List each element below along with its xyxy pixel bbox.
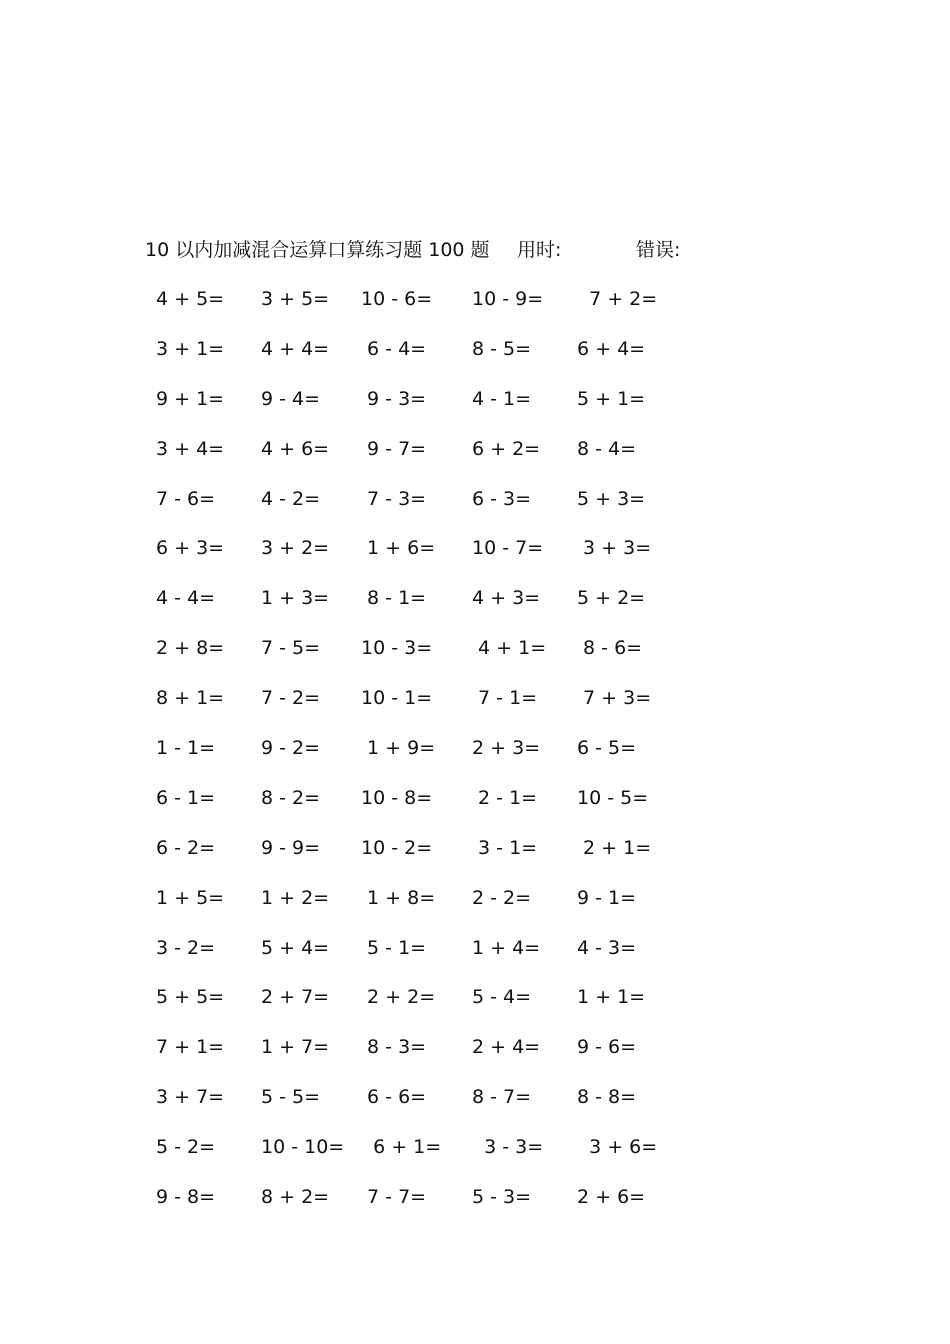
arithmetic-problem: 9 - 1= — [577, 886, 637, 909]
arithmetic-problem: 5 - 5= — [261, 1086, 321, 1109]
arithmetic-problem: 9 - 7= — [361, 437, 427, 460]
arithmetic-problem: 8 - 6= — [577, 637, 643, 660]
arithmetic-problem: 5 + 2= — [577, 587, 646, 610]
arithmetic-problem: 2 + 2= — [361, 986, 436, 1009]
arithmetic-problem: 6 - 5= — [577, 737, 637, 760]
arithmetic-problem: 1 + 5= — [156, 886, 225, 909]
arithmetic-problem: 1 + 2= — [261, 886, 330, 909]
error-count-label: 错误: — [636, 239, 681, 261]
problem-row — [0, 933, 950, 983]
problem-row — [0, 833, 950, 883]
arithmetic-problem: 3 + 3= — [577, 537, 652, 560]
arithmetic-problem: 3 - 1= — [472, 836, 538, 859]
arithmetic-problem: 10 - 2= — [361, 836, 433, 859]
arithmetic-problem: 3 + 6= — [577, 1136, 658, 1159]
arithmetic-problem: 2 + 7= — [261, 986, 330, 1009]
arithmetic-problem: 1 + 6= — [361, 537, 436, 560]
arithmetic-problem: 6 + 1= — [361, 1136, 442, 1159]
arithmetic-problem: 7 - 6= — [156, 487, 216, 510]
arithmetic-problem: 9 - 8= — [156, 1186, 216, 1209]
arithmetic-problem: 1 + 4= — [472, 936, 541, 959]
arithmetic-problem: 6 - 6= — [361, 1086, 427, 1109]
arithmetic-problem: 1 + 9= — [361, 737, 436, 760]
arithmetic-problem: 3 + 4= — [156, 437, 225, 460]
problem-row — [0, 533, 950, 583]
arithmetic-problem: 8 - 1= — [361, 587, 427, 610]
arithmetic-problem: 2 + 4= — [472, 1036, 541, 1059]
arithmetic-problem: 3 + 5= — [261, 288, 330, 310]
arithmetic-problem: 2 + 8= — [156, 637, 225, 660]
arithmetic-problem: 4 - 2= — [261, 487, 321, 510]
arithmetic-problem: 7 - 1= — [472, 687, 538, 710]
arithmetic-problem: 10 - 3= — [361, 637, 433, 660]
arithmetic-problem: 7 - 3= — [361, 487, 427, 510]
arithmetic-problem: 4 + 1= — [472, 637, 547, 660]
arithmetic-problem: 2 + 3= — [472, 737, 541, 760]
arithmetic-problem: 6 - 2= — [156, 836, 216, 859]
problem-grid — [0, 284, 950, 1232]
arithmetic-problem: 1 + 1= — [577, 986, 646, 1009]
arithmetic-problem: 3 - 2= — [156, 936, 216, 959]
arithmetic-problem: 10 - 6= — [361, 288, 433, 310]
arithmetic-problem: 9 - 9= — [261, 836, 321, 859]
arithmetic-problem: 1 - 1= — [156, 737, 216, 760]
problem-row — [0, 1132, 950, 1182]
arithmetic-problem: 7 + 2= — [577, 288, 658, 310]
problem-row — [0, 583, 950, 633]
arithmetic-problem: 5 - 2= — [156, 1136, 216, 1159]
arithmetic-problem: 4 - 1= — [472, 387, 532, 410]
problem-row — [0, 434, 950, 484]
arithmetic-problem: 9 - 4= — [261, 387, 321, 410]
arithmetic-problem: 7 - 5= — [261, 637, 321, 660]
arithmetic-problem: 5 + 3= — [577, 487, 646, 510]
arithmetic-problem: 3 + 2= — [261, 537, 330, 560]
arithmetic-problem: 8 - 8= — [577, 1086, 637, 1109]
arithmetic-problem: 4 + 3= — [472, 587, 541, 610]
problem-row — [0, 633, 950, 683]
arithmetic-problem: 5 - 3= — [472, 1186, 532, 1209]
arithmetic-problem: 9 - 6= — [577, 1036, 637, 1059]
arithmetic-problem: 2 - 2= — [472, 886, 532, 909]
arithmetic-problem: 3 + 1= — [156, 337, 225, 360]
arithmetic-problem: 5 - 4= — [472, 986, 532, 1009]
arithmetic-problem: 8 + 1= — [156, 687, 225, 710]
arithmetic-problem: 4 + 4= — [261, 337, 330, 360]
arithmetic-problem: 2 + 1= — [577, 836, 652, 859]
arithmetic-problem: 6 - 1= — [156, 786, 216, 809]
problem-row — [0, 284, 950, 334]
arithmetic-problem: 9 - 3= — [361, 387, 427, 410]
arithmetic-problem: 6 + 4= — [577, 337, 646, 360]
arithmetic-problem: 7 + 1= — [156, 1036, 225, 1059]
problem-row — [0, 484, 950, 534]
arithmetic-problem: 9 + 1= — [156, 387, 225, 410]
time-used-label: 用时: — [517, 239, 562, 261]
arithmetic-problem: 8 - 3= — [361, 1036, 427, 1059]
arithmetic-problem: 10 - 1= — [361, 687, 433, 710]
arithmetic-problem: 4 - 4= — [156, 587, 216, 610]
arithmetic-problem: 8 - 4= — [577, 437, 637, 460]
worksheet-title: 10 以内加减混合运算口算练习题 100 题 — [145, 239, 490, 261]
arithmetic-problem: 2 - 1= — [472, 786, 538, 809]
arithmetic-problem: 5 + 1= — [577, 387, 646, 410]
problem-row — [0, 334, 950, 384]
arithmetic-problem: 6 + 2= — [472, 437, 541, 460]
worksheet-header — [145, 236, 765, 264]
arithmetic-problem: 5 + 4= — [261, 936, 330, 959]
arithmetic-problem: 7 + 3= — [577, 687, 652, 710]
arithmetic-problem: 1 + 7= — [261, 1036, 330, 1059]
arithmetic-problem: 2 + 6= — [577, 1186, 646, 1209]
arithmetic-problem: 9 - 2= — [261, 737, 321, 760]
arithmetic-problem: 3 + 7= — [156, 1086, 225, 1109]
arithmetic-problem: 7 - 7= — [361, 1186, 427, 1209]
arithmetic-problem: 4 - 3= — [577, 936, 637, 959]
arithmetic-problem: 8 + 2= — [261, 1186, 330, 1209]
arithmetic-problem: 6 - 4= — [361, 337, 427, 360]
problem-row — [0, 1032, 950, 1082]
arithmetic-problem: 6 - 3= — [472, 487, 532, 510]
arithmetic-problem: 5 + 5= — [156, 986, 225, 1009]
problem-row — [0, 883, 950, 933]
arithmetic-problem: 10 - 9= — [472, 288, 544, 310]
arithmetic-problem: 6 + 3= — [156, 537, 225, 560]
arithmetic-problem: 4 + 5= — [156, 288, 225, 310]
arithmetic-problem: 7 - 2= — [261, 687, 321, 710]
arithmetic-problem: 1 + 8= — [361, 886, 436, 909]
arithmetic-problem: 1 + 3= — [261, 587, 330, 610]
arithmetic-problem: 8 - 2= — [261, 786, 321, 809]
arithmetic-problem: 10 - 8= — [361, 786, 433, 809]
problem-row — [0, 982, 950, 1032]
arithmetic-problem: 4 + 6= — [261, 437, 330, 460]
arithmetic-problem: 5 - 1= — [361, 936, 427, 959]
problem-row — [0, 783, 950, 833]
arithmetic-problem: 8 - 5= — [472, 337, 532, 360]
problem-row — [0, 733, 950, 783]
problem-row — [0, 683, 950, 733]
arithmetic-problem: 8 - 7= — [472, 1086, 532, 1109]
arithmetic-problem: 10 - 7= — [472, 537, 544, 560]
problem-row — [0, 1082, 950, 1132]
problem-row — [0, 1182, 950, 1232]
problem-row — [0, 384, 950, 434]
arithmetic-problem: 3 - 3= — [472, 1136, 544, 1159]
arithmetic-problem: 10 - 5= — [577, 786, 649, 809]
arithmetic-problem: 10 - 10= — [261, 1136, 345, 1159]
